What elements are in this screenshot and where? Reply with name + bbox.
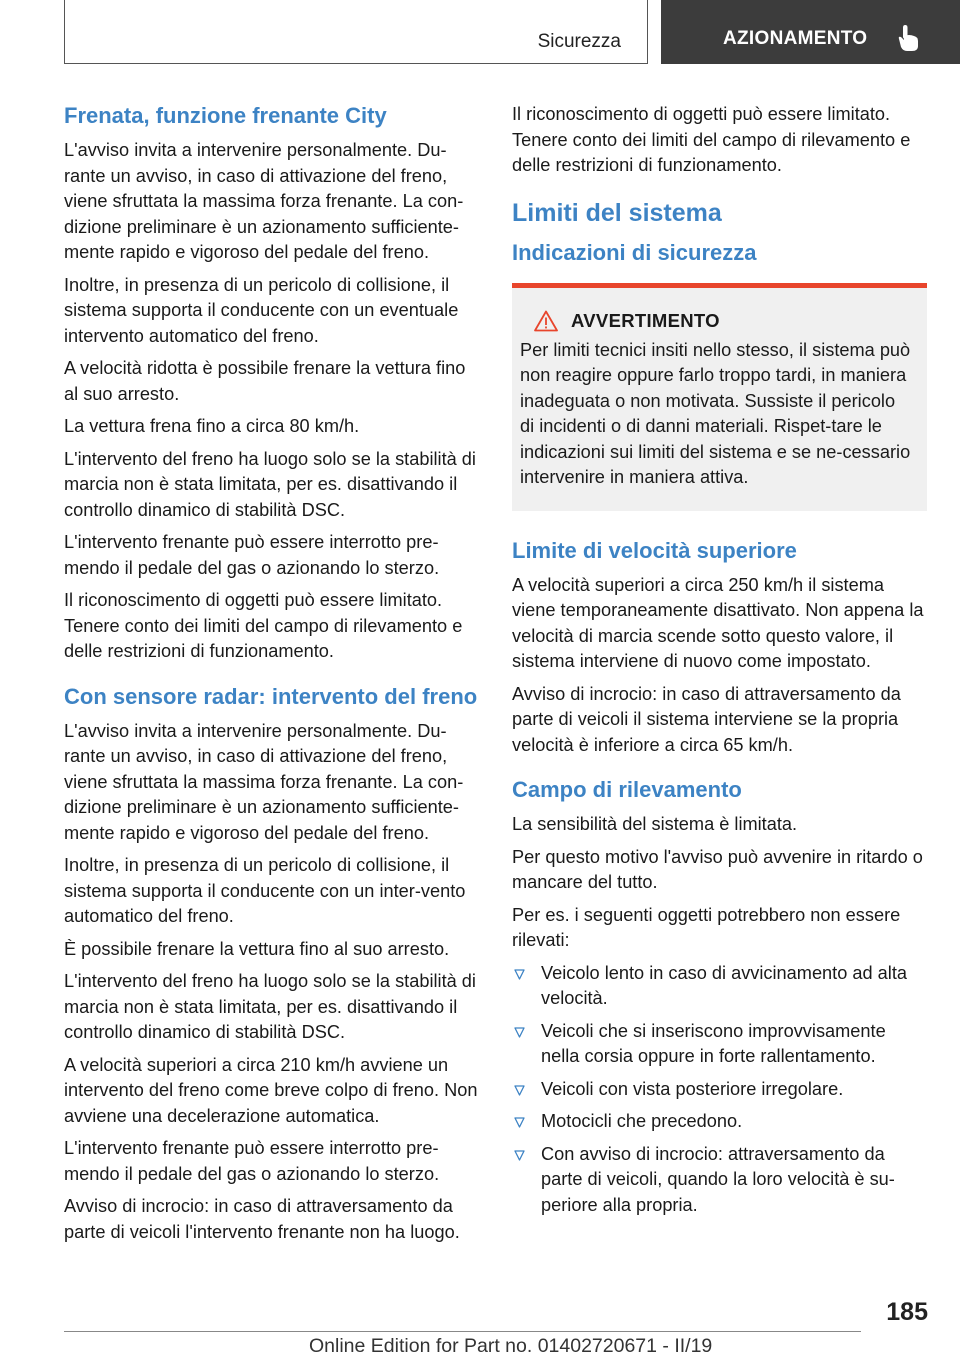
triangle-bullet-icon xyxy=(514,1085,525,1096)
warning-text: Per limiti tecnici insiti nello stesso, il sistema può non reagire oppure farlo troppo tardi, in maniera inadeguata o non motivata. Sussiste il pericolo di incidenti o di danni materiali. Rispet-tare le indicazioni sui limiti del sistema e se ne-cessario intervenire in maniera attiva. xyxy=(520,339,911,487)
section-title-safety: Indicazioni di sicurezza xyxy=(512,239,757,265)
list-item xyxy=(512,1019,927,1070)
paragraph: Inoltre, in presenza di un pericolo di collisione, il sistema supporta il conducente con un inter-vento automatico del freno. xyxy=(64,855,466,926)
chapter-tab[interactable] xyxy=(661,0,960,64)
header-section-title: Sicurezza xyxy=(537,31,621,52)
chapter-title-system-limits: Limiti del sistema xyxy=(512,198,722,227)
triangle-bullet-icon xyxy=(514,1150,525,1161)
paragraph: Il riconoscimento di oggetti può essere limitato. Tenere conto dei limiti del campo di rilevamento e delle restrizioni di funzionamento. xyxy=(512,104,911,175)
paragraph: L'avviso invita a intervenire personalmente. Du-rante un avviso, in caso di attivazione del freno, viene sfruttata la massima forza frenante. La con-dizione preliminare è un azionamento sufficiente-mente rapido e vigoroso del pedale del freno. xyxy=(64,140,464,262)
section-title-radar-braking: Con sensore radar: intervento del freno xyxy=(64,683,478,709)
list-item-text: Motocicli che precedono. xyxy=(541,1111,743,1131)
paragraph: La vettura frena fino a circa 80 km/h. xyxy=(64,416,360,436)
list-item xyxy=(512,1077,927,1103)
left-column xyxy=(64,102,479,1252)
section-title-city-braking: Frenata, funzione frenante City xyxy=(64,103,387,128)
list-item xyxy=(512,961,927,1012)
paragraph: A velocità ridotta è possibile frenare la vettura fino al suo arresto. xyxy=(64,358,466,404)
paragraph: L'intervento frenante può essere interrotto pre-mendo il pedale del gas o azionando lo sterzo. xyxy=(64,1138,440,1184)
paragraph: Per questo motivo l'avviso può avvenire in ritardo o mancare del tutto. xyxy=(512,846,923,892)
object-list xyxy=(512,961,927,1219)
hand-pointer-icon xyxy=(895,24,921,52)
paragraph: Inoltre, in presenza di un pericolo di collisione, il sistema supporta il conducente con un eventuale intervento automatico del freno. xyxy=(64,274,459,346)
section-title-speed-limit: Limite di velocità superiore xyxy=(512,537,797,563)
warning-triangle-icon xyxy=(534,310,558,332)
chapter-tab-label: AZIONAMENTO xyxy=(723,28,868,49)
warning-title-row xyxy=(520,310,913,332)
list-item-text: Con avviso di incrocio: attraversamento da parte di veicoli, quando la loro velocità è su-periore alla propria. xyxy=(541,1143,895,1215)
list-item xyxy=(512,1109,927,1135)
triangle-bullet-icon xyxy=(514,969,525,980)
paragraph: L'intervento del freno ha luogo solo se la stabilità di marcia non è stata limitata, per es. disattivando il controllo dinamico di stabilità DSC. xyxy=(64,448,476,520)
paragraph: L'avviso invita a intervenire personalmente. Du-rante un avviso, in caso di attivazione del freno, viene sfruttata la massima forza frenante. La con-dizione preliminare è un azionamento sufficiente-mente rapido e vigoroso del pedale del freno. xyxy=(64,720,464,843)
paragraph: Avviso di incrocio: in caso di attraversamento da parte di veicoli l'intervento frenante non ha luogo. xyxy=(64,1196,460,1242)
paragraph: L'intervento frenante può essere interrotto pre-mendo il pedale del gas o azionando lo sterzo. xyxy=(64,532,440,578)
list-item xyxy=(512,1142,927,1219)
warning-title: AVVERTIMENTO xyxy=(571,309,720,331)
paragraph: È possibile frenare la vettura fino al suo arresto. xyxy=(64,938,450,959)
paragraph: Avviso di incrocio: in caso di attraversamento da parte di veicoli il sistema interviene se la propria velocità è inferiore a circa 65 km/h. xyxy=(512,683,901,755)
paragraph: Per es. i seguenti oggetti potrebbero non essere rilevati: xyxy=(512,904,901,950)
paragraph: L'intervento del freno ha luogo solo se la stabilità di marcia non è stata limitata, per es. disattivando il controllo dinamico di stabilità DSC. xyxy=(64,971,476,1042)
footer-edition: Online Edition for Part no. 01402720671 - II/19 xyxy=(309,1335,713,1357)
list-item-text: Veicolo lento in caso di avvicinamento ad alta velocità. xyxy=(541,962,907,1008)
header-section-box xyxy=(64,0,648,64)
paragraph: A velocità superiori a circa 210 km/h avviene un intervento del freno come breve colpo di freno. Non avviene una decelerazione automatica. xyxy=(64,1054,478,1126)
footer-divider xyxy=(64,1331,861,1332)
warning-box xyxy=(512,283,927,511)
triangle-bullet-icon xyxy=(514,1027,525,1038)
right-column xyxy=(512,102,927,1225)
section-title-detection-range: Campo di rilevamento xyxy=(512,777,742,802)
paragraph: La sensibilità del sistema è limitata. xyxy=(512,814,798,834)
paragraph: A velocità superiori a circa 250 km/h il sistema viene temporaneamente disattivato. Non appena la velocità di marcia scende sotto questo valore, il sistema interviene di nuovo come impostato. xyxy=(512,574,924,671)
list-item-text: Veicoli che si inseriscono improvvisamente nella corsia oppure in forte rallentamento. xyxy=(541,1020,886,1066)
page-number: 185 xyxy=(886,1298,928,1326)
list-item-text: Veicoli con vista posteriore irregolare. xyxy=(541,1078,844,1099)
paragraph: Il riconoscimento di oggetti può essere limitato. Tenere conto dei limiti del campo di rilevamento e delle restrizioni di funzionamento. xyxy=(64,590,463,661)
triangle-bullet-icon xyxy=(514,1117,525,1128)
